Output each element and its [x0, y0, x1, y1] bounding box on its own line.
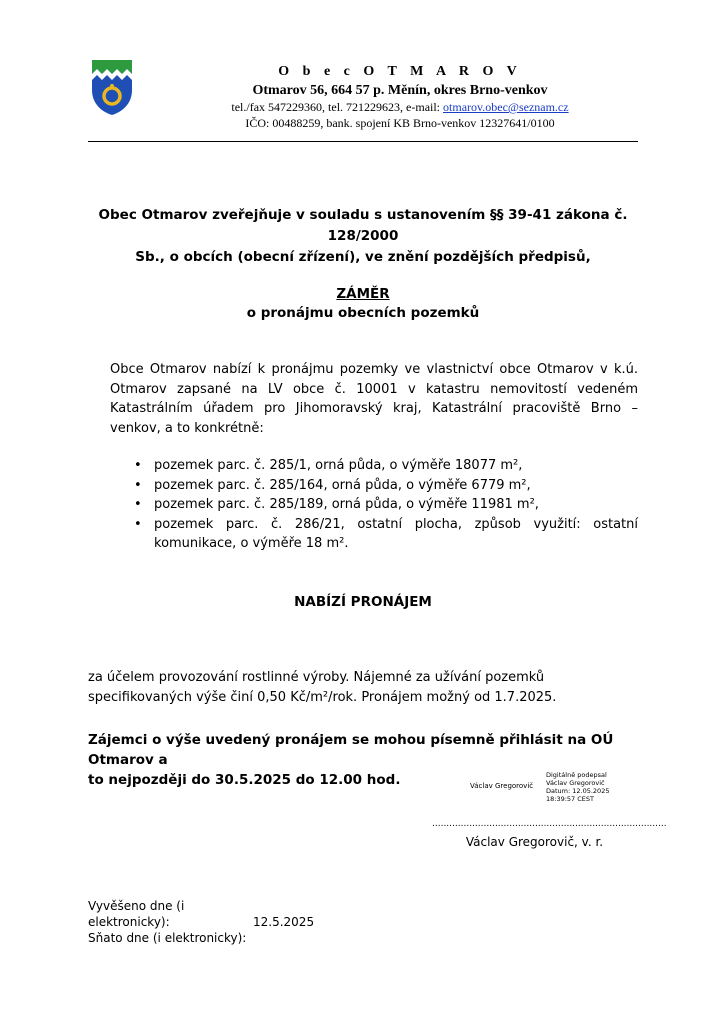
intro-line-2: Sb., o obcích (obecní zřízení), ve znění pozdějších předpisů, — [135, 249, 591, 265]
posted-date: 12.5.2025 — [253, 915, 315, 929]
parcel-text: pozemek parc. č. 286/21, ostatní plocha, způsob využití: ostatní komunikace, o výměře 18 m². — [154, 516, 638, 551]
intro-line-1: Obec Otmarov zveřejňuje v souladu s ustanovením §§ 39-41 zákona č. 128/2000 — [98, 207, 628, 244]
signature-name: Václav Gregorovič — [470, 782, 534, 790]
list-item — [110, 456, 638, 476]
posting-info — [88, 898, 314, 946]
email-link[interactable]: otmarov.obec@seznam.cz — [443, 100, 569, 114]
bullet-icon: • — [134, 516, 142, 532]
removed-label: Sňato dne (i elektronicky): — [88, 931, 247, 945]
header-divider — [88, 141, 638, 142]
intent-heading — [88, 285, 638, 323]
removed-row — [88, 930, 314, 946]
municipality-contact — [140, 100, 660, 115]
list-item — [110, 495, 638, 515]
applicants-line-1: Zájemci o výše uvedený pronájem se mohou písemně přihlásit na OÚ Otmarov a — [88, 732, 614, 768]
applicants-line-2: to nejpozději do 30.5.2025 do 12.00 hod. — [88, 772, 401, 788]
signer-name: Václav Gregorovič, v. r. — [465, 835, 604, 849]
offer-heading: NABÍZÍ PRONÁJEM — [294, 594, 432, 610]
municipality-address: Otmarov 56, 664 57 p. Měnín, okres Brno-venkov — [252, 83, 548, 98]
digital-signature-line: Digitálně podepsal — [546, 771, 607, 779]
municipal-crest-icon — [90, 58, 134, 116]
parcel-text: pozemek parc. č. 285/1, orná půda, o výměře 18077 m², — [154, 458, 523, 473]
parcel-text: pozemek parc. č. 285/164, orná půda, o výměře 6779 m², — [154, 477, 531, 493]
municipality-name: O b e c O T M A R O V — [278, 64, 522, 79]
posted-label: Vyvěšeno dne (i elektronicky): — [88, 899, 185, 929]
intro-statement — [88, 205, 638, 268]
intent-subtitle: o pronájmu obecních pozemků — [246, 305, 480, 321]
municipality-ico: IČO: 00488259, bank. spojení KB Brno-venkov 12327641/0100 — [245, 116, 555, 130]
intent-title: ZÁMĚR — [336, 286, 390, 302]
digital-signature-line: Datum: 12.05.2025 — [546, 787, 610, 795]
posted-row — [88, 898, 314, 930]
bullet-icon: • — [134, 458, 142, 473]
list-item — [110, 515, 638, 554]
contact-phones: tel./fax 547229360, tel. 721229623, e-mail: — [231, 100, 444, 114]
parcel-list — [110, 456, 638, 554]
digital-signature-line: Václav Gregorovič — [546, 779, 605, 787]
signature-line: .................................................................................. — [432, 819, 667, 829]
offer-paragraph: Obce Otmarov nabízí k pronájmu pozemky ve vlastnictví obce Otmarov v k.ú. Otmarov zapsané na LV obce č. 10001 v katastru nemovitostí vedeném Katastrálním úřadem pro Jihomoravský kraj, Katastrální pracoviště Brno – venkov, a to konkrétně: — [110, 362, 638, 436]
digital-signature-block — [546, 771, 609, 803]
parcel-text: pozemek parc. č. 285/189, orná půda, o výměře 11981 m², — [154, 497, 539, 512]
purpose-paragraph: za účelem provozování rostlinné výroby. Nájemné za užívání pozemků specifikovaných výše činí 0,50 Kč/m²/rok. Pronájem možný od 1.7.2025. — [88, 670, 557, 705]
digital-signature-line: 18:39:57 CEST — [546, 795, 595, 803]
list-item — [110, 476, 638, 496]
bullet-icon: • — [134, 477, 142, 493]
bullet-icon: • — [134, 497, 142, 512]
